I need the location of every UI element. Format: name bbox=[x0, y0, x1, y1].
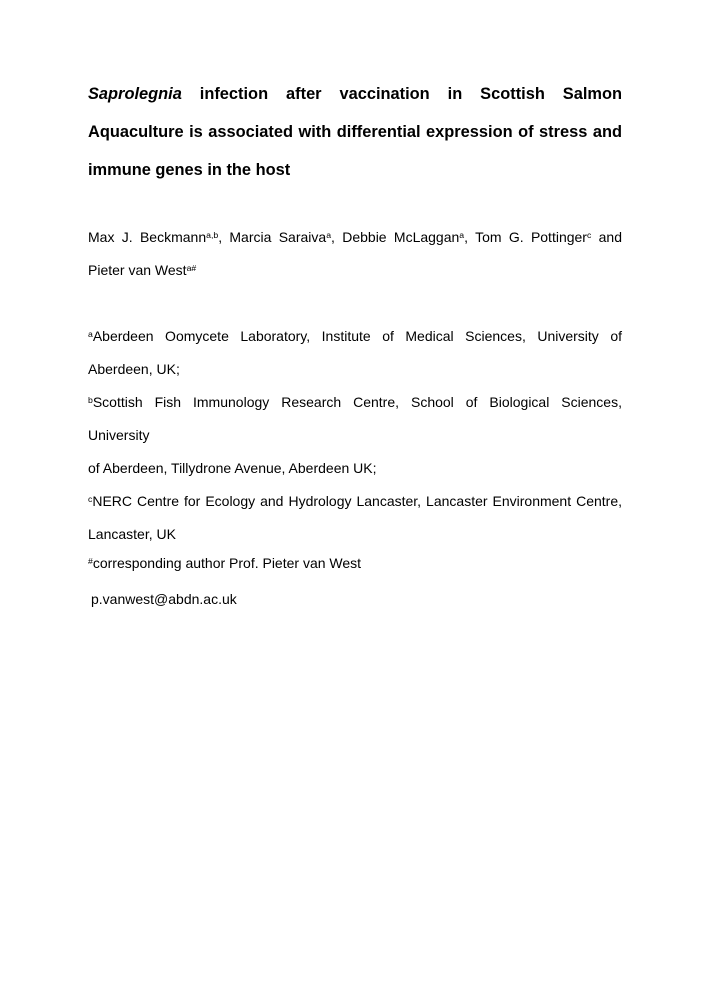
superscript-text: a,b bbox=[206, 230, 219, 241]
text-segment: Lancaster, UK bbox=[88, 526, 176, 542]
superscript-text: a bbox=[88, 329, 93, 340]
superscript-text: a bbox=[459, 230, 465, 241]
text-segment: Aquaculture is associated with differential expression of stress and bbox=[88, 123, 622, 141]
text-segment: Pieter van West bbox=[88, 262, 187, 278]
text-segment: Scottish Fish Immunology Research Centre, School of Biological Sciences, University bbox=[88, 394, 622, 443]
paper-title-line bbox=[88, 151, 622, 189]
paper-title bbox=[88, 75, 622, 189]
affiliation-b-line bbox=[88, 452, 622, 485]
superscript-text: # bbox=[88, 556, 93, 567]
text-segment: , Marcia Saraiva bbox=[218, 229, 327, 245]
affiliation-a bbox=[88, 320, 622, 386]
superscript-text: b bbox=[88, 395, 93, 406]
text-segment: Aberdeen, UK; bbox=[88, 361, 180, 377]
affiliation-a-line bbox=[88, 353, 622, 386]
superscript-text: c bbox=[88, 494, 93, 505]
corresponding-author-note bbox=[88, 547, 622, 580]
text-segment: NERC Centre for Ecology and Hydrology Lancaster, Lancaster Environment Centre, bbox=[92, 493, 622, 509]
text-segment: , Tom G. Pottinger bbox=[464, 229, 587, 245]
paper-title-line bbox=[88, 75, 622, 113]
text-segment: , Debbie McLaggan bbox=[331, 229, 460, 245]
text-segment: Max J. Beckmann bbox=[88, 229, 207, 245]
author-list-line bbox=[88, 254, 622, 287]
affiliation-c-line bbox=[88, 485, 622, 518]
text-segment: infection after vaccination in Scottish Salmon bbox=[181, 85, 622, 103]
corresponding-email bbox=[88, 583, 625, 616]
corresponding-email-text: p.vanwest@abdn.ac.uk bbox=[91, 591, 237, 607]
affiliation-b bbox=[88, 386, 622, 485]
superscript-text: c bbox=[586, 230, 592, 241]
text-segment: Aberdeen Oomycete Laboratory, Institute of Medical Sciences, University of bbox=[92, 328, 622, 344]
affiliation-c bbox=[88, 485, 622, 551]
author-list-line bbox=[88, 221, 622, 254]
affiliation-a-line bbox=[88, 320, 622, 353]
text-segment: immune genes in the host bbox=[88, 161, 291, 179]
affiliations bbox=[88, 320, 622, 551]
text-segment: of Aberdeen, Tillydrone Avenue, Aberdeen UK; bbox=[88, 460, 377, 476]
text-segment: and bbox=[591, 229, 623, 245]
author-list bbox=[88, 221, 622, 287]
superscript-text: a bbox=[326, 230, 332, 241]
text-segment: corresponding author Prof. Pieter van West bbox=[92, 555, 362, 571]
affiliation-b-line bbox=[88, 386, 622, 452]
corresponding-author-line bbox=[88, 547, 622, 580]
paper-title-line bbox=[88, 113, 622, 151]
superscript-text: a# bbox=[186, 263, 197, 274]
text-segment: Saprolegnia bbox=[88, 85, 182, 103]
